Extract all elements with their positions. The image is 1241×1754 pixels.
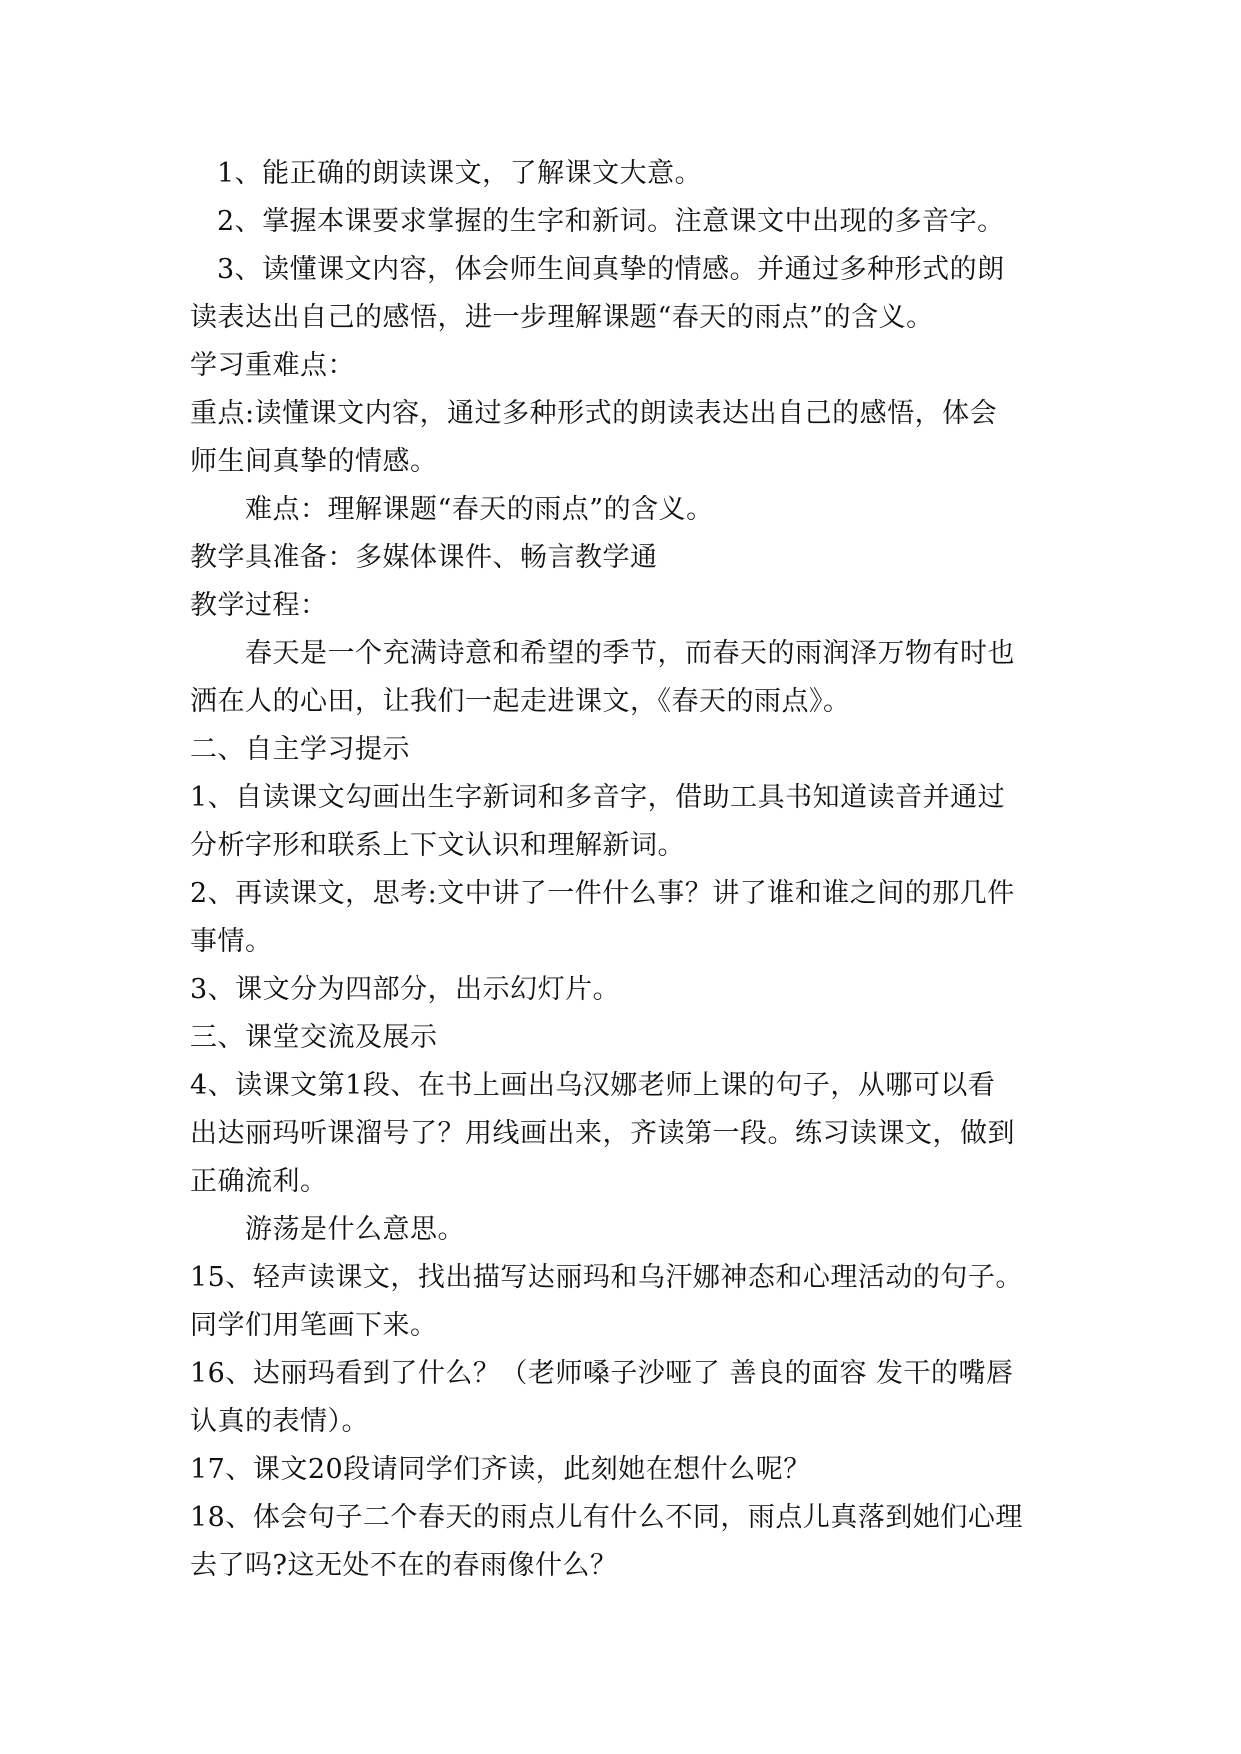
exchange-18: 18、体会句子二个春天的雨点儿有什么不同，雨点儿真落到她们心理 <box>190 1502 1023 1533</box>
exchange-15-continued: 同学们用笔画下来。 <box>190 1310 438 1341</box>
key-point: 重点:读懂课文内容，通过多种形式的朗读表达出自己的感悟，体会 <box>190 398 998 429</box>
key-point-continued: 师生间真挚的情感。 <box>190 446 438 477</box>
exchange-4-continued: 出达丽玛听课溜号了？用线画出来，齐读第一段。练习读课文，做到 <box>190 1118 1015 1149</box>
exchange-question: 游荡是什么意思。 <box>245 1214 465 1245</box>
objective-3-continued: 读表达出自己的感悟，进一步理解课题“春天的雨点”的含义。 <box>190 302 934 333</box>
self-study-1-continued: 分析字形和联系上下文认识和理解新词。 <box>190 830 685 861</box>
section-heading-class-exchange: 三、课堂交流及展示 <box>190 1022 438 1053</box>
exchange-16-continued: 认真的表情）。 <box>190 1406 369 1437</box>
exchange-4-continued-2: 正确流利。 <box>190 1166 328 1197</box>
objective-3: 3、读懂课文内容，体会师生间真挚的情感。并通过多种形式的朗 <box>217 254 1005 285</box>
exchange-16: 16、达丽玛看到了什么？（老师嗓子沙哑了 善良的面容 发干的嘴唇 <box>190 1358 1014 1389</box>
introduction: 春天是一个充满诗意和希望的季节，而春天的雨润泽万物有时也 <box>245 638 1015 669</box>
exchange-17: 17、课文20段请同学们齐读，此刻她在想什么呢？ <box>190 1454 811 1485</box>
document-body <box>190 150 1070 1590</box>
self-study-2-continued: 事情。 <box>190 926 273 957</box>
section-heading-process: 教学过程： <box>190 590 328 621</box>
self-study-3: 3、课文分为四部分，出示幻灯片。 <box>190 974 621 1005</box>
difficult-point: 难点：理解课题“春天的雨点”的含义。 <box>245 494 714 525</box>
objective-2: 2、掌握本课要求掌握的生字和新词。注意课文中出现的多音字。 <box>217 206 1005 237</box>
objective-1: 1、能正确的朗读课文，了解课文大意。 <box>217 158 703 189</box>
exchange-18-continued: 去了吗?这无处不在的春雨像什么？ <box>190 1550 618 1581</box>
teaching-materials: 教学具准备：多媒体课件、畅言教学通 <box>190 542 658 573</box>
section-heading-self-study: 二、自主学习提示 <box>190 734 410 765</box>
section-heading-key-points: 学习重难点： <box>190 350 355 381</box>
self-study-2: 2、再读课文，思考:文中讲了一件什么事？讲了谁和谁之间的那几件 <box>190 878 1015 909</box>
introduction-continued: 洒在人的心田，让我们一起走进课文，《春天的雨点》。 <box>190 686 851 717</box>
self-study-1: 1、自读课文勾画出生字新词和多音字，借助工具书知道读音并通过 <box>190 782 1006 813</box>
exchange-15: 15、轻声读课文，找出描写达丽玛和乌汗娜神态和心理活动的句子。 <box>190 1262 1023 1293</box>
exchange-4: 4、读课文第1段、在书上画出乌汉娜老师上课的句子，从哪可以看 <box>190 1070 996 1101</box>
